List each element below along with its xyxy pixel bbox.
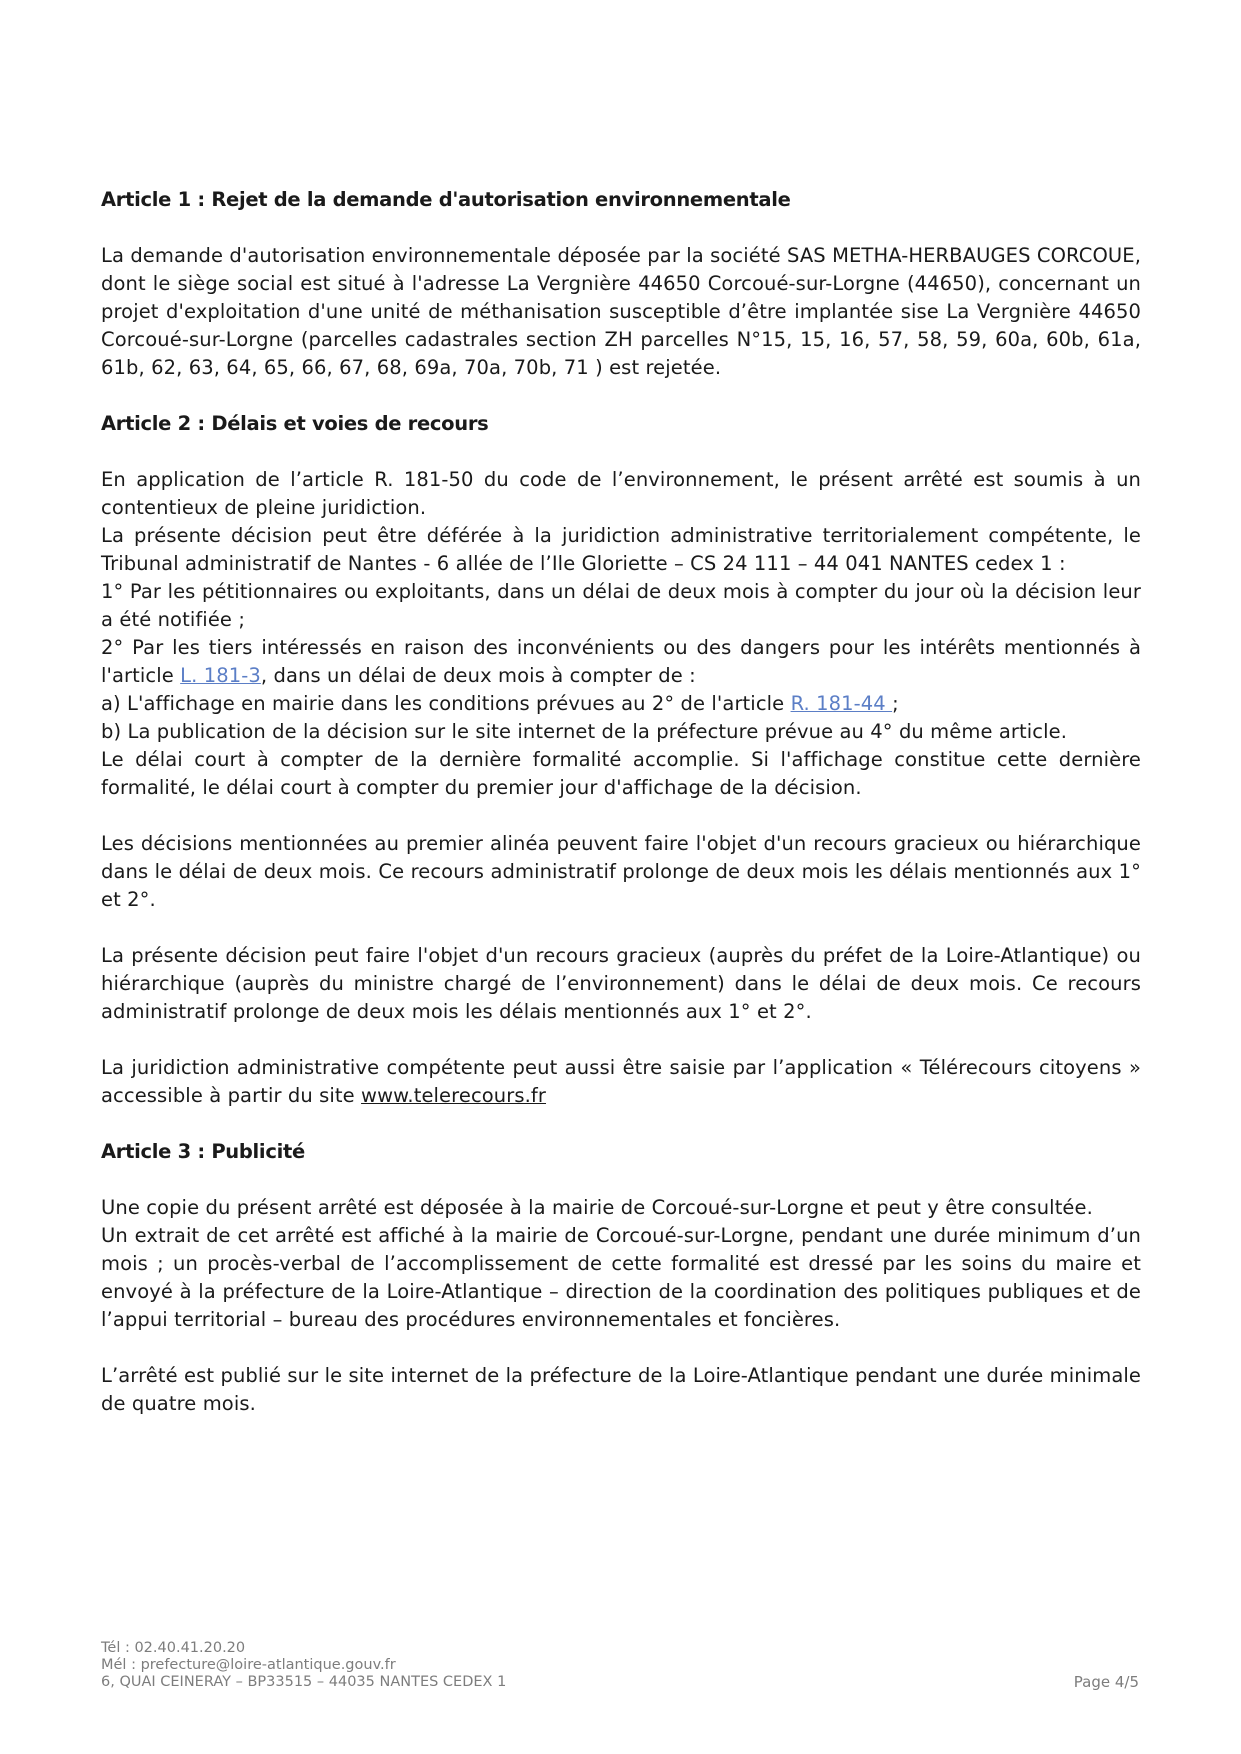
footer-email: Mél : prefecture@loire-atlantique.gouv.fr — [101, 1657, 396, 1673]
article-2-heading: Article 2 : Délais et voies de recours — [101, 412, 489, 435]
article-2-para-1: En application de l’article R. 181-50 du code de l’environnement, le présent arrêté est soumis à un contentieux de pleine juridiction. — [101, 468, 1141, 519]
page-number: Page 4/5 — [1073, 1673, 1139, 1691]
article-2-para-5 — [101, 690, 1141, 718]
article-3-para-3: L’arrêté est publié sur le site internet de la préfecture de la Loire-Atlantique pendant une durée minimale de quatre mois. — [101, 1364, 1141, 1415]
link-telerecours[interactable]: www.telerecours.fr — [361, 1084, 547, 1107]
article-1-body: La demande d'autorisation environnementale déposée par la société SAS METHA-HERBAUGES CORCOUE, dont le siège social est situé à l'adresse La Vergnière 44650 Corcoué-sur-Lorgne (44650), concernant un projet d'exploitation d'une unité de méthanisation susceptible d’être implantée sise La Vergnière 44650 Corcoué-sur-Lorgne (parcelles cadastrales section ZH parcelles N°15, 15, 16, 57, 58, 59, 60a, 60b, 61a, 61b, 62, 63, 64, 65, 66, 67, 68, 69a, 70a, 70b, 71 ) est rejetée. — [101, 244, 1141, 379]
article-2-para-9: La présente décision peut faire l'objet d'un recours gracieux (auprès du préfet de la Loire-Atlantique) ou hiérarchique (auprès du ministre chargé de l’environnement) dans le délai de deux mois. Ce recours administratif prolonge de deux mois les délais mentionnés aux 1° et 2°. — [101, 944, 1141, 1023]
article-1-heading: Article 1 : Rejet de la demande d'autorisation environnementale — [101, 188, 791, 211]
article-3-heading: Article 3 : Publicité — [101, 1140, 305, 1163]
page-footer — [101, 1640, 1141, 1691]
article-2-para-8: Les décisions mentionnées au premier alinéa peuvent faire l'objet d'un recours gracieux ou hiérarchique dans le délai de deux mois. Ce recours administratif prolonge de deux mois les délais mentionnés aux 1° et 2°. — [101, 832, 1141, 911]
article-2-para-4-text: 2° Par les tiers intéressés en raison des inconvénients ou des dangers pour les intérêts mentionnés à l'article — [101, 636, 1141, 687]
article-2-para-7: Le délai court à compter de la dernière formalité accomplie. Si l'affichage constitue cette dernière formalité, le délai court à compter du premier jour d'affichage de la décision. — [101, 748, 1141, 799]
link-r-181-44[interactable]: R. 181-44 — [790, 692, 893, 715]
article-2-para-10 — [101, 1054, 1141, 1110]
article-2-para-5-text: a) L'affichage en mairie dans les conditions prévues au 2° de l'article — [101, 692, 791, 715]
link-l-181-3[interactable]: L. 181-3 — [180, 664, 261, 687]
article-2-para-2: La présente décision peut être déférée à la juridiction administrative territorialement compétente, le Tribunal administratif de Nantes - 6 allée de l’Ile Gloriette – CS 24 111 – 44 041 NANTES cedex 1 : — [101, 524, 1141, 575]
document-page — [101, 186, 1141, 1418]
article-2-para-4-tail: , dans un délai de deux mois à compter de : — [260, 664, 696, 687]
article-2-para-3: 1° Par les pétitionnaires ou exploitants, dans un délai de deux mois à compter du jour où la décision leur a été notifiée ; — [101, 580, 1141, 631]
footer-phone: Tél : 02.40.41.20.20 — [101, 1640, 246, 1656]
footer-address: 6, QUAI CEINERAY – BP33515 – 44035 NANTES CEDEX 1 — [101, 1674, 507, 1690]
article-2-para-10-text: La juridiction administrative compétente peut aussi être saisie par l’application « Télérecours citoyens » accessible à partir du site — [101, 1056, 1141, 1107]
article-2-para-5-tail: ; — [892, 692, 899, 715]
article-3-para-1: Une copie du présent arrêté est déposée à la mairie de Corcoué-sur-Lorgne et peut y être consultée. — [101, 1196, 1093, 1219]
article-2-para-4 — [101, 634, 1141, 690]
article-3-para-2: Un extrait de cet arrêté est affiché à la mairie de Corcoué-sur-Lorgne, pendant une durée minimum d’un mois ; un procès-verbal de l’accomplissement de cette formalité est dressé par les soins du maire et envoyé à la préfecture de la Loire-Atlantique – direction de la coordination des politiques publiques et de l’appui territorial – bureau des procédures environnementales et foncières. — [101, 1224, 1141, 1331]
article-2-para-6: b) La publication de la décision sur le site internet de la préfecture prévue au 4° du même article. — [101, 720, 1068, 743]
